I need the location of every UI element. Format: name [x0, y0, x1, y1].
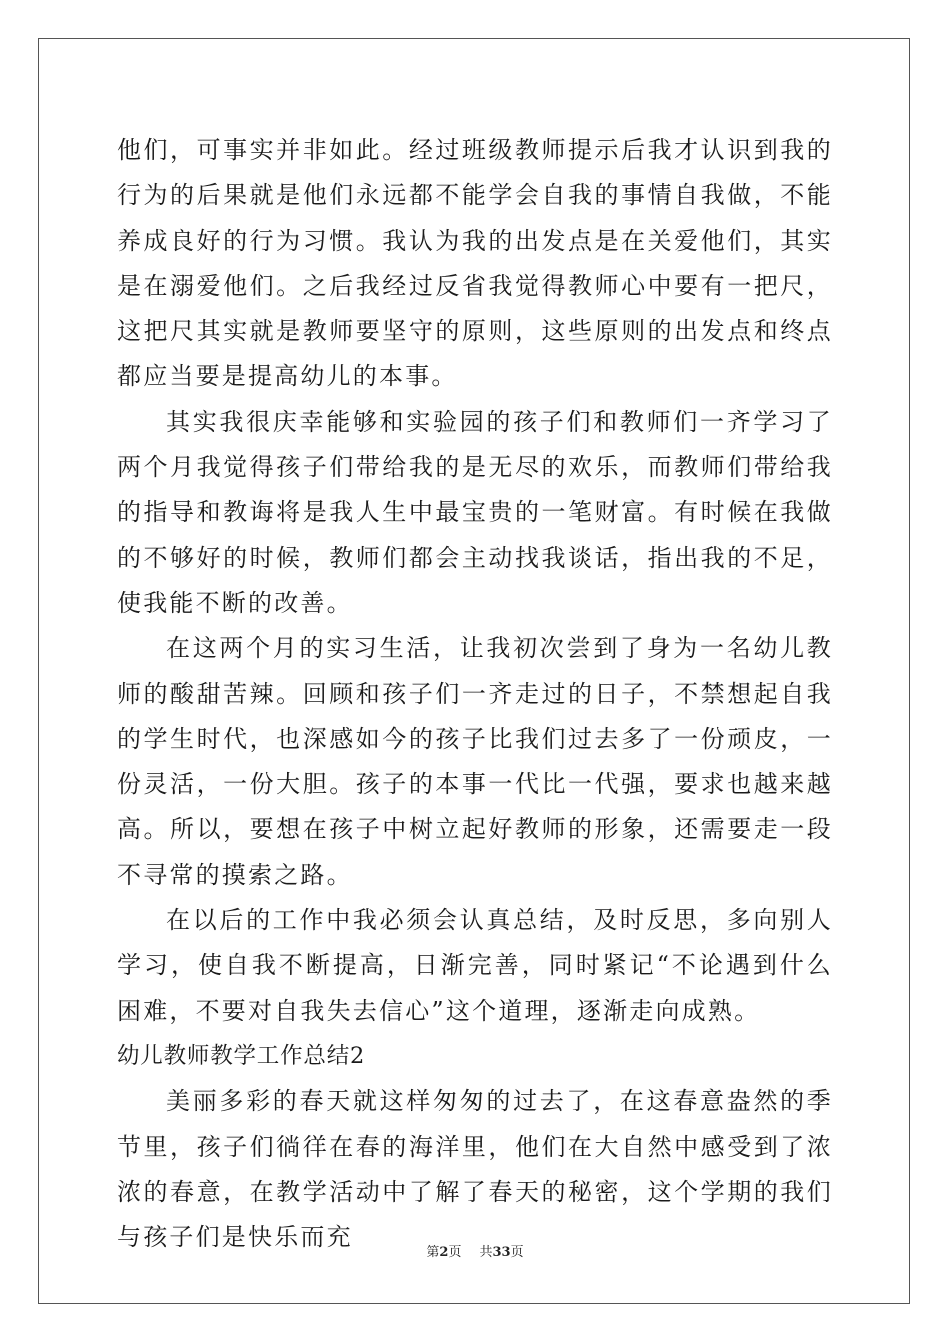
total-suffix: 页	[510, 1245, 524, 1260]
paragraph-1: 他们，可事实并非如此。经过班级教师提示后我才认识到我的行为的后果就是他们永远都不能学会自我的事情自我做，不能养成良好的行为习惯。我认为我的出发点是在关爱他们，其实是在溺爱他们。之后我经过反省我觉得教师心中要有一把尺，这把尺其实就是教师要坚守的原则，这些原则的出发点和终点都应当要是提高幼儿的本事。	[117, 136, 833, 391]
page-footer	[0, 1241, 950, 1260]
page-number: 2	[439, 1245, 449, 1260]
page-suffix: 页	[448, 1245, 462, 1260]
document-body	[117, 128, 833, 1260]
total-prefix: 共	[479, 1245, 493, 1260]
page-prefix: 第	[426, 1245, 440, 1260]
section-paragraph-1: 美丽多彩的春天就这样匆匆的过去了，在这春意盎然的季节里，孩子们徜徉在春的海洋里，他们在大自然中感受到了浓浓的春意，在教学活动中了解了春天的秘密，这个学期的我们与孩子们是快乐而充	[117, 1087, 833, 1252]
total-pages: 33	[492, 1245, 511, 1260]
paragraph-4: 在以后的工作中我必须会认真总结，及时反思，多向别人学习，使自我不断提高，日渐完善，同时紧记“不论遇到什么困难，不要对自我失去信心”这个道理，逐渐走向成熟。	[117, 906, 833, 1025]
paragraph-3: 在这两个月的实习生活，让我初次尝到了身为一名幼儿教师的酸甜苦辣。回顾和孩子们一齐走过的日子，不禁想起自我的学生时代，也深感如今的孩子比我们过去多了一份顽皮，一份灵活，一份大胆。孩子的本事一代比一代强，要求也越来越高。所以，要想在孩子中树立起好教师的形象，还需要走一段不寻常的摸索之路。	[117, 634, 833, 889]
paragraph-2: 其实我很庆幸能够和实验园的孩子们和教师们一齐学习了两个月我觉得孩子们带给我的是无尽的欢乐，而教师们带给我的指导和教诲将是我人生中最宝贵的一笔财富。有时候在我做的不够好的时候，教师们都会主动找我谈话，指出我的不足，使我能不断的改善。	[117, 407, 833, 617]
section-heading: 幼儿教师教学工作总结2	[117, 1042, 366, 1069]
